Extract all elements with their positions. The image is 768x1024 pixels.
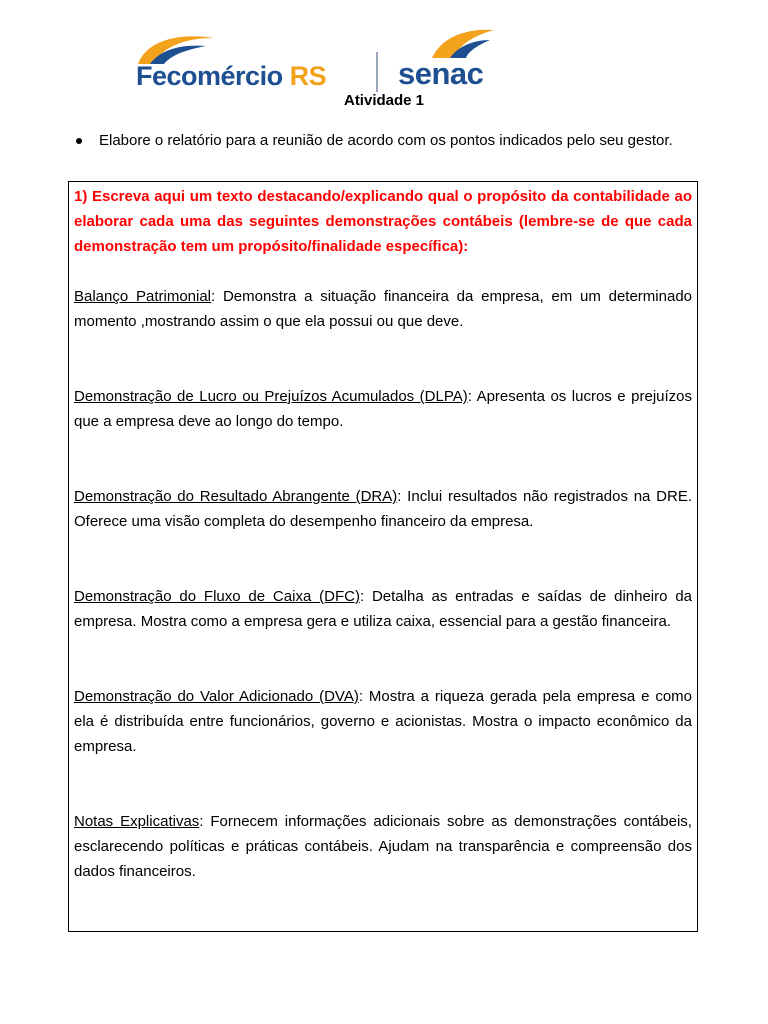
answer-box [68, 181, 698, 932]
section-text: : Mostra a riqueza gerada pela empresa e como ela é distribuída entre funcionários, governo e acionistas. Mostra o impacto econômico da empresa. [74, 688, 693, 755]
fecomercio-logo-rs: RS [289, 61, 327, 91]
section-text: : Fornecem informações adicionais sobre as demonstrações contábeis, esclarecendo políticas e práticas contábeis. Ajudam na transparência e compreensão dos dados financeiros. [74, 813, 692, 880]
section-dva [74, 684, 692, 759]
section-dlpa [74, 384, 692, 434]
fecomercio-logo-main: Fecomércio [136, 61, 283, 91]
logo-divider [376, 52, 378, 92]
section-term: Demonstração de Lucro ou Prejuízos Acumulados (DLPA) [74, 388, 468, 405]
section-dfc [74, 584, 692, 634]
page-title: Atividade 1 [343, 92, 425, 109]
bullet-icon [76, 138, 82, 144]
section-balanco [74, 284, 692, 334]
section-dra [74, 484, 692, 534]
section-term: Demonstração do Fluxo de Caixa (DFC) [74, 588, 360, 605]
section-term: Demonstração do Resultado Abrangente (DRA) [74, 488, 398, 505]
section-notas [74, 809, 692, 884]
question-text: 1) Escreva aqui um texto destacando/explicando qual o propósito da contabilidade ao elaborar cada uma das seguintes demonstrações contábeis (lembre-se de que cada demonstração tem um propósito/finalidade específica): [74, 188, 692, 255]
section-term: Notas Explicativas [74, 813, 200, 830]
header-logos [128, 28, 508, 98]
senac-logo: senac [398, 56, 484, 91]
section-text: : Demonstra a situação financeira da empresa, em um determinado momento ,mostrando assim o que ela possui ou que deve. [74, 288, 693, 330]
instruction-text: Elabore o relatório para a reunião de acordo com os pontos indicados pelo seu gestor. [99, 132, 673, 149]
section-text: : Apresenta os lucros e prejuízos que a empresa deve ao longo do tempo. [74, 388, 692, 430]
section-text: : Detalha as entradas e saídas de dinheiro da empresa. Mostra como a empresa gera e utiliza caixa, essencial para a gestão financeira. [74, 588, 693, 630]
instruction-item [76, 132, 673, 149]
fecomercio-logo [136, 61, 326, 92]
section-term: Balanço Patrimonial [74, 288, 212, 305]
section-term: Demonstração do Valor Adicionado (DVA) [74, 688, 359, 705]
section-text: : Inclui resultados não registrados na DRE. Oferece uma visão completa do desempenho financeiro da empresa. [74, 488, 692, 530]
